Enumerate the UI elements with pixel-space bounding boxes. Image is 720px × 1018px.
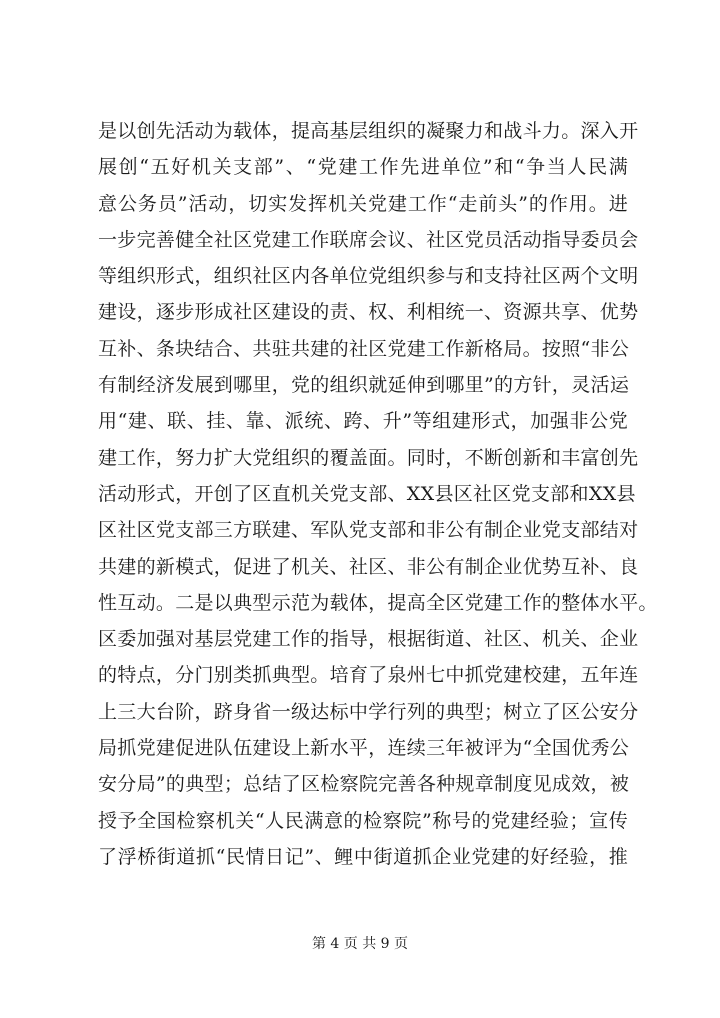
text-line: 意公务员”活动，切实发挥机关党建工作“走前头”的作用。进 [98, 192, 628, 215]
page-number: 第 4 页 共 9 页 [311, 936, 409, 952]
text-line: 共建的新模式，促进了机关、社区、非公有制企业优势互补、良 [98, 555, 639, 578]
text-line: 等组织形式，组织社区内各单位党组织参与和支持社区两个文明 [98, 265, 639, 288]
text-line: 用“建、联、挂、靠、派统、跨、升”等组建形式，加强非公党 [98, 410, 628, 433]
text-line: 活动形式，开创了区直机关党支部、XX县区社区党支部和XX县 [98, 482, 636, 505]
text-line: 区社区党支部三方联建、军队党支部和非公有制企业党支部结对 [98, 519, 639, 542]
text-line: 建工作，努力扩大党组织的覆盖面。同时，不断创新和丰富创先 [98, 446, 639, 469]
text-line: 性互动。二是以典型示范为载体，提高全区党建工作的整体水平。 [98, 591, 658, 614]
text-line: 局抓党建促进队伍建设上新水平，连续三年被评为“全国优秀公 [98, 737, 630, 760]
text-line: 一步完善健全社区党建工作联席会议、社区党员活动指导委员会 [98, 228, 639, 251]
text-line: 上三大台阶，跻身省一级达标中学行列的典型；树立了区公安分 [98, 700, 639, 723]
text-line: 展创“五好机关支部”、“党建工作先进单位”和“争当人民满 [98, 156, 628, 179]
text-line: 了浮桥街道抓“民情日记”、鲤中街道抓企业党建的好经验，推 [98, 845, 628, 868]
text-line: 是以创先活动为载体，提高基层组织的凝聚力和战斗力。深入开 [98, 120, 639, 142]
page-footer [0, 935, 720, 953]
text-line: 有制经济发展到哪里，党的组织就延伸到哪里”的方针，灵活运 [98, 374, 630, 397]
text-line: 的特点，分门别类抓典型。培育了泉州七中抓党建校建，五年连 [98, 664, 639, 687]
text-line: 区委加强对基层党建工作的指导，根据街道、社区、机关、企业 [98, 628, 639, 651]
text-line: 授予全国检察机关“人民满意的检察院”称号的党建经验；宣传 [98, 809, 628, 832]
text-line: 互补、条块结合、共驻共建的社区党建工作新格局。按照“非公 [98, 337, 630, 360]
text-line: 建设，逐步形成社区建设的责、权、利相统一、资源共享、优势 [98, 301, 639, 324]
text-line: 安分局”的典型；总结了区检察院完善各种规章制度见成效，被 [98, 773, 630, 796]
body-paragraph [98, 113, 658, 875]
